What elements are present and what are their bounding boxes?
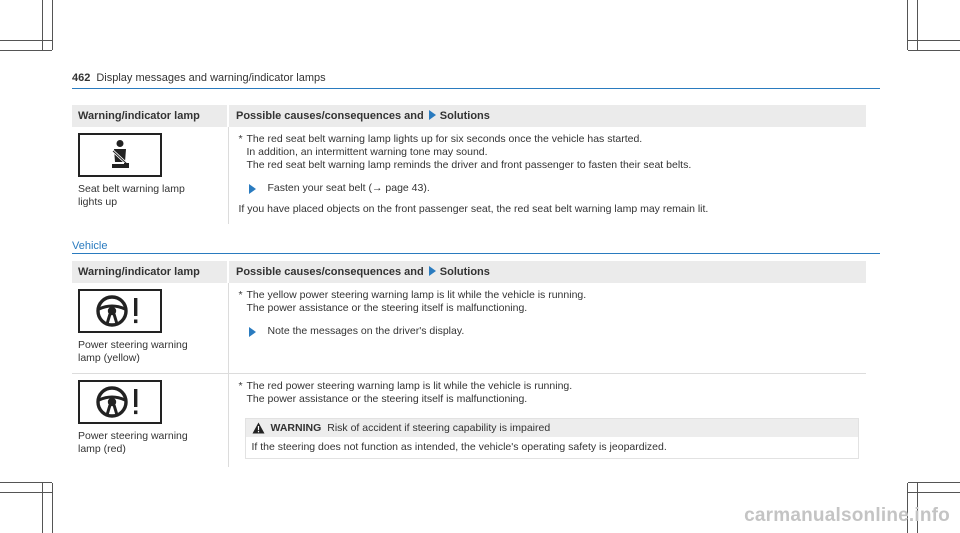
step-arrow-icon (249, 327, 256, 337)
warning-text: If the steering does not function as intended, the vehicle's operating safety is jeopardized. (251, 441, 667, 453)
bullet-marker: * (238, 380, 243, 392)
table-row (72, 374, 866, 468)
cause-cell (228, 127, 866, 224)
crop-mark (907, 0, 908, 50)
column-header-lamp: Warning/indicator lamp (72, 261, 228, 283)
bullet-marker: * (238, 289, 243, 301)
seatbelt-table (72, 105, 866, 224)
crop-mark (908, 40, 960, 41)
cause-cell (228, 283, 866, 374)
cause-text: The red power steering warning lamp is lit while the vehicle is running. (246, 380, 573, 392)
warning-triangle-icon (252, 422, 265, 434)
table-row (72, 127, 866, 224)
bullet-marker: * (238, 133, 243, 145)
section-divider (72, 253, 880, 254)
note-text: If you have placed objects on the front passenger seat, the red seat belt warning lamp may remain lit. (238, 203, 709, 215)
warning-title: WARNING (270, 421, 322, 434)
solution-arrow-icon (429, 110, 436, 120)
lamp-label: Power steering warning (78, 339, 188, 351)
crop-mark (52, 483, 53, 533)
cause-cell (228, 374, 866, 468)
lamp-label: lamp (yellow) (78, 352, 140, 364)
lamp-cell (72, 283, 228, 374)
vehicle-table (72, 261, 866, 467)
crop-mark (0, 492, 52, 493)
lamp-label: lights up (78, 196, 118, 208)
column-header-causes: Possible causes/consequences and Solutions (228, 105, 866, 127)
cause-text: The power assistance or the steering itself is malfunctioning. (246, 302, 528, 314)
step-arrow-icon (249, 184, 256, 194)
cause-text: The power assistance or the steering itself is malfunctioning. (246, 393, 528, 405)
cause-block (239, 380, 859, 406)
seatbelt-icon (78, 133, 162, 177)
solution-step (249, 182, 859, 195)
crop-mark (52, 0, 53, 50)
cause-text: The yellow power steering warning lamp is lit while the vehicle is running. (246, 289, 587, 301)
cause-text: The red seat belt warning lamp lights up for six seconds once the vehicle has started. (246, 133, 643, 145)
table-row (72, 283, 866, 374)
step-text: Note the messages on the driver's display. (267, 325, 465, 337)
crop-mark (0, 482, 52, 483)
section-title: Vehicle (72, 240, 108, 252)
page-header-title: Display messages and warning/indicator lamps (96, 72, 326, 84)
cause-block (239, 289, 859, 315)
page-header (72, 72, 326, 84)
crop-mark (908, 482, 960, 483)
lamp-label: lamp (red) (78, 443, 126, 455)
lamp-cell (72, 127, 228, 224)
crop-mark (908, 50, 960, 51)
page-number: 462 (72, 72, 91, 84)
column-header-causes: Possible causes/consequences and Solutions (228, 261, 866, 283)
solution-arrow-icon (429, 266, 436, 276)
step-text: Fasten your seat belt (→ page 43). (267, 182, 430, 194)
header-divider (72, 88, 880, 89)
lamp-label: Seat belt warning lamp (78, 183, 185, 195)
crop-mark (917, 0, 918, 50)
crop-mark (42, 483, 43, 533)
solution-step (249, 325, 859, 338)
crop-mark (0, 50, 52, 51)
watermark: carmanualsonline.info (744, 505, 950, 526)
crop-mark (908, 492, 960, 493)
lamp-label: Power steering warning (78, 430, 188, 442)
crop-mark (42, 0, 43, 50)
column-header-lamp: Warning/indicator lamp (72, 105, 228, 127)
cause-text: In addition, an intermittent warning tone may sound. (246, 146, 488, 158)
steering-wheel-warning-icon (78, 289, 162, 333)
warning-subtitle: Risk of accident if steering capability is impaired (327, 421, 551, 434)
lamp-cell (72, 374, 228, 468)
warning-box (245, 418, 859, 459)
crop-mark (0, 40, 52, 41)
warning-header (246, 419, 858, 437)
steering-wheel-warning-icon (78, 380, 162, 424)
cause-block (239, 133, 859, 172)
cause-text: The red seat belt warning lamp reminds the driver and front passenger to fasten their seat belts. (246, 159, 692, 171)
